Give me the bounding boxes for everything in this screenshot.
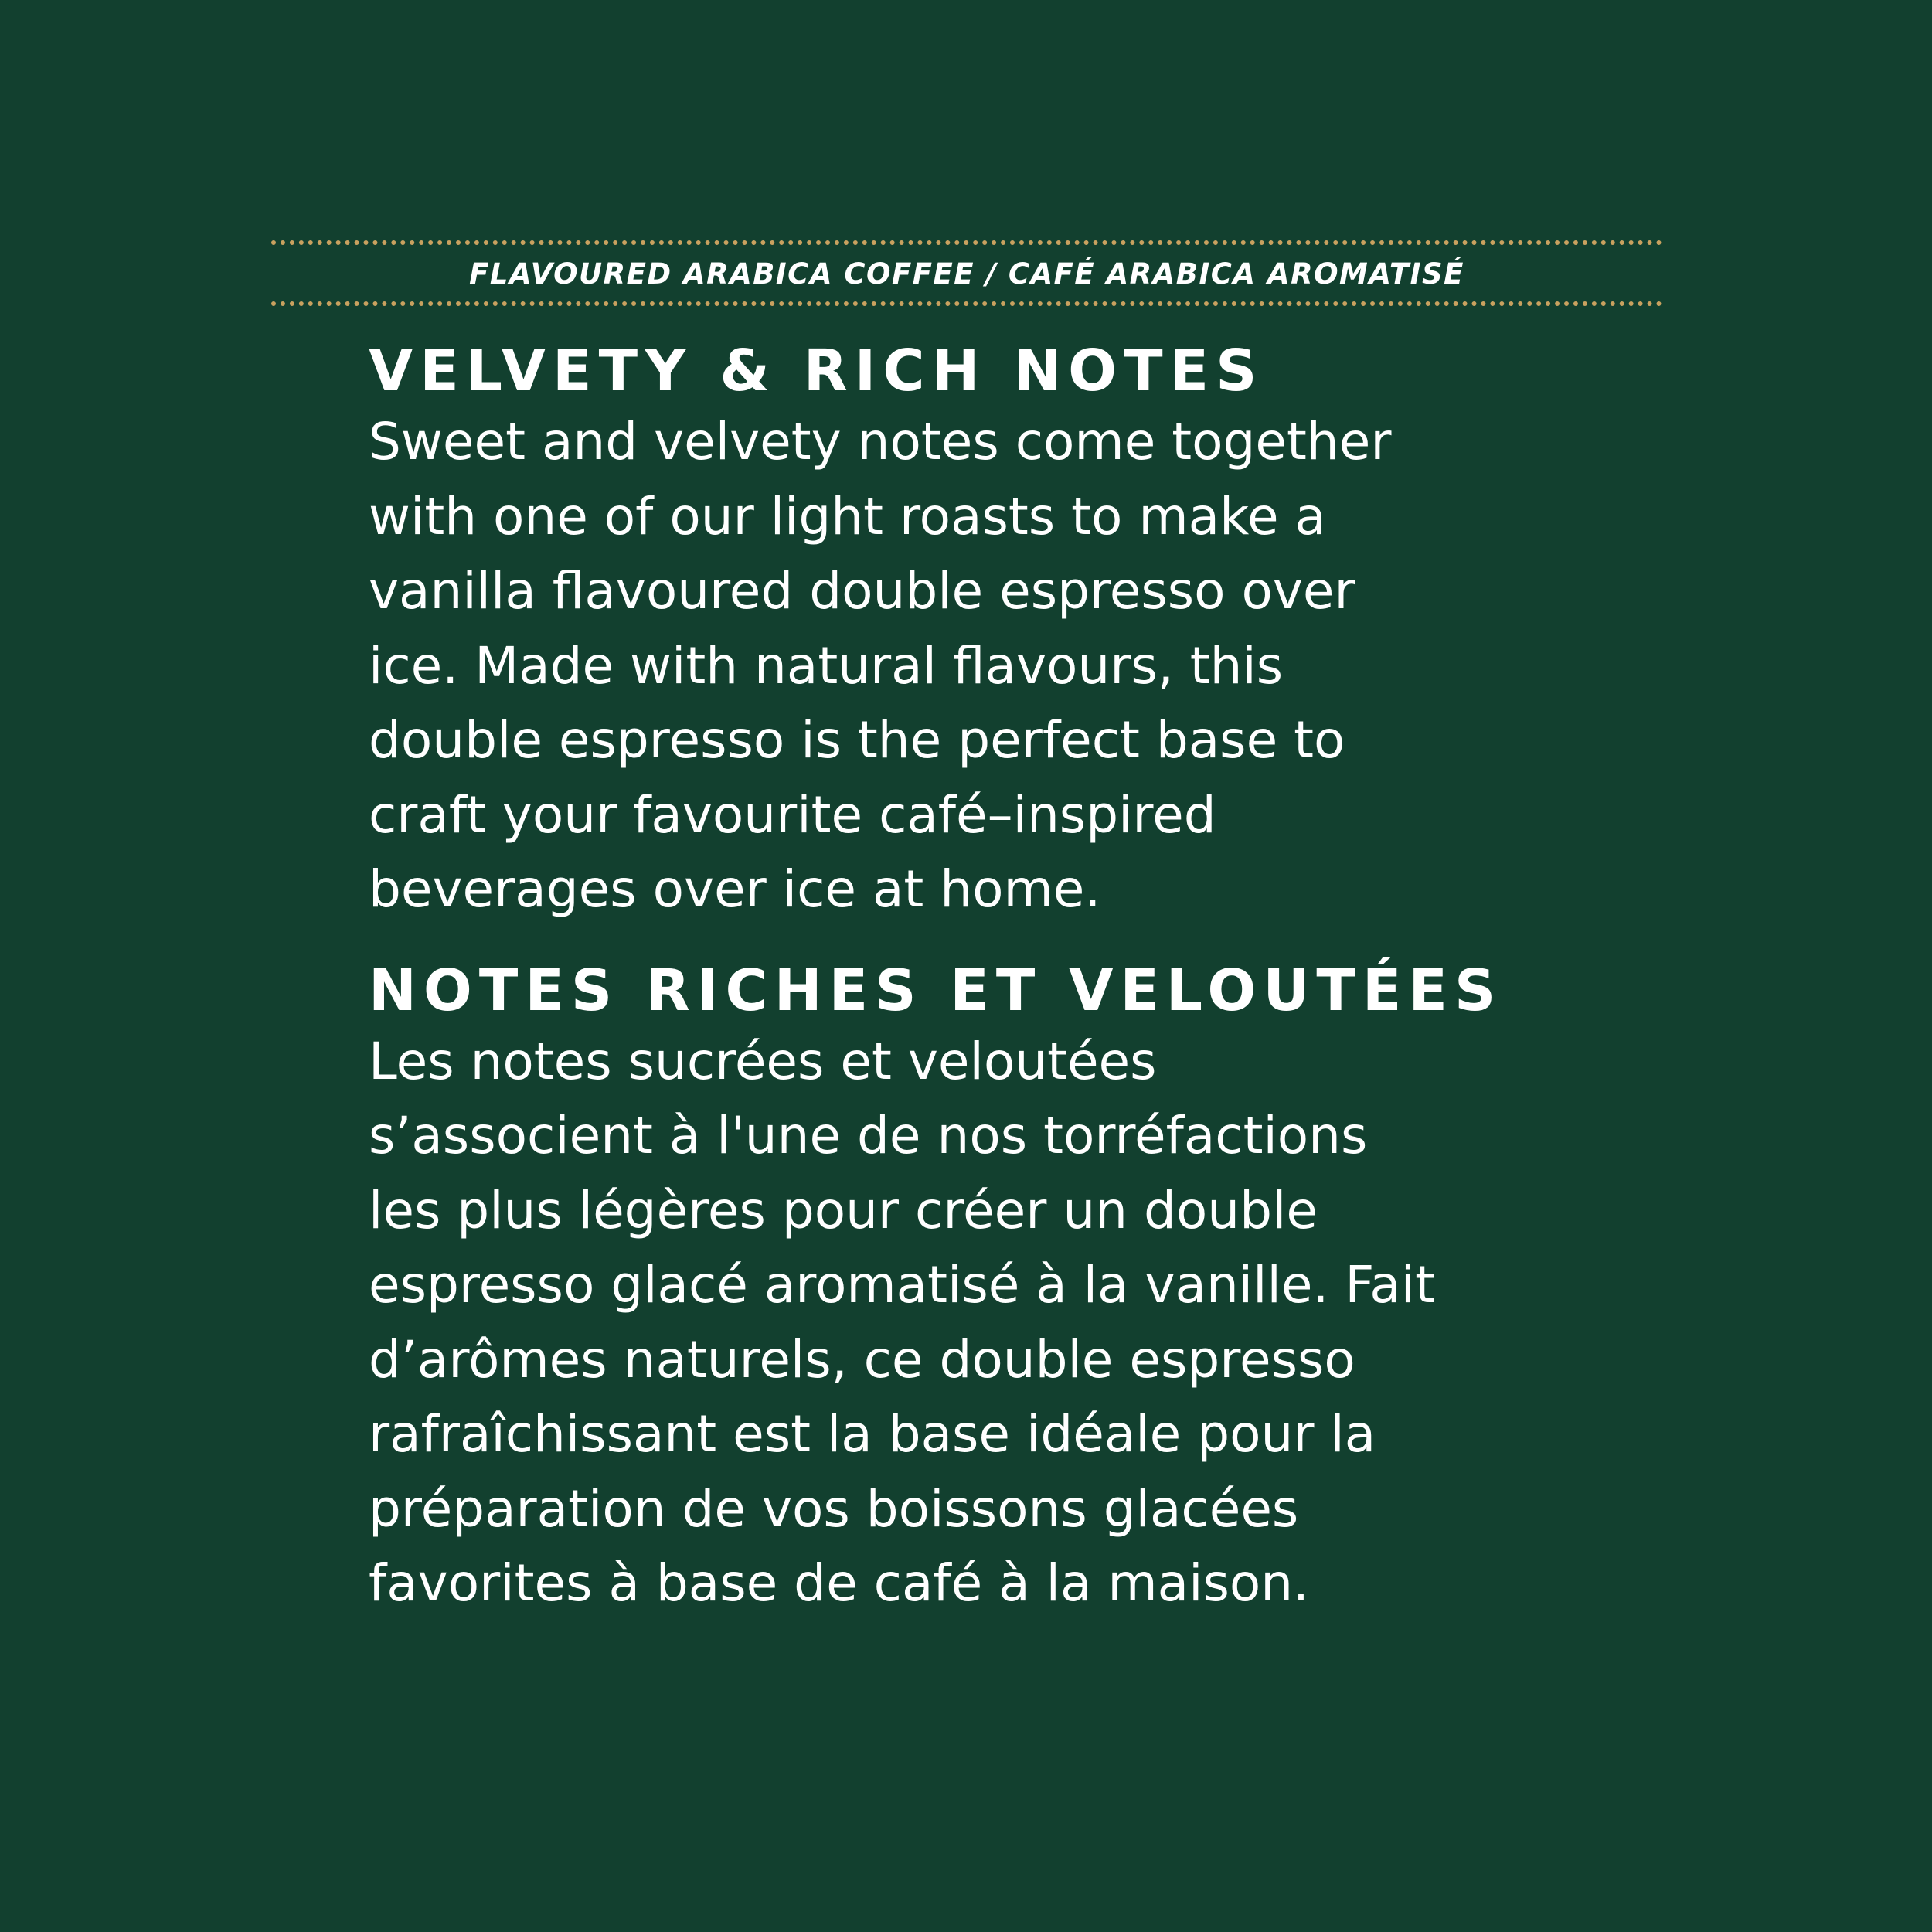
category-label: FLAVOURED ARABICA COFFEE / CAFÉ ARABICA AROMATISÉ	[469, 257, 1464, 291]
english-heading: VELVETY & RICH NOTES	[369, 338, 1264, 404]
english-description: Sweet and velvety notes come together with one of our light roasts to make a vanilla flavoured double espresso over ice. Made with natural flavours, this double espresso is the perfect base to craft your favourite café–inspired beverages over ice at home.	[369, 412, 1392, 919]
french-description: Les notes sucrées et veloutées s’associent à l'une de nos torréfactions les plus légères pour créer un double espresso glacé aromatisé à la vanille. Fait d’arômes naturels, ce double espresso rafraîchissant est la base idéale pour la préparation de vos boissons glacées favorites à base de café à la maison.	[369, 1031, 1435, 1613]
english-section	[369, 337, 1621, 927]
top-dotted-divider	[271, 240, 1662, 245]
bottom-dotted-divider	[271, 301, 1662, 306]
description-content	[369, 337, 1621, 1621]
french-section	[369, 957, 1621, 1621]
french-heading: NOTES RICHES ET VELOUTÉES	[369, 957, 1503, 1024]
